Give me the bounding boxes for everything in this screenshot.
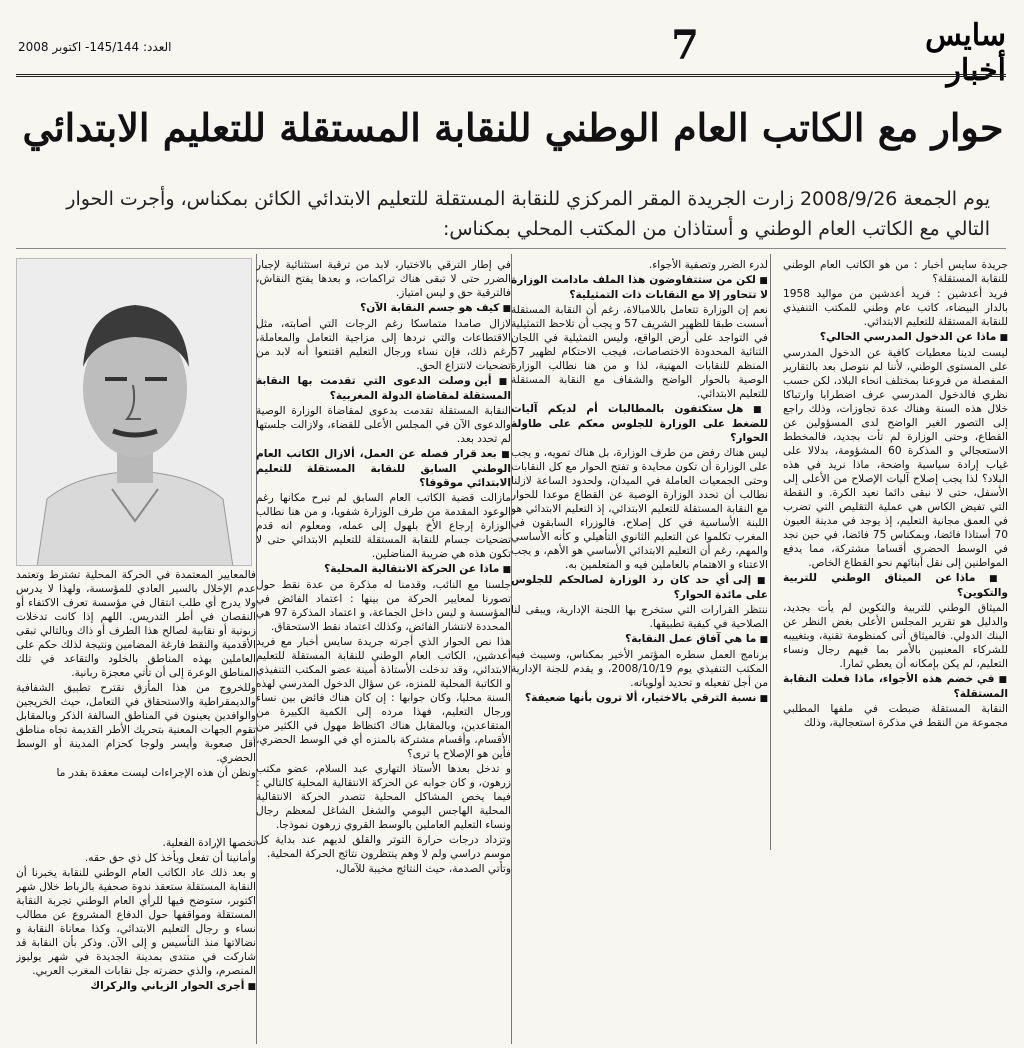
paragraph: و تدخل بعدها الأستاذ التهاري عبد السلام، عضو مكتب زرهون، و كان جوابه عن الحركة الانتقالية المحلية كالتالي : فيما يخص المشاكل المحلية تتصدر الحركة الانتقالية المحلية الهاجس اليومي والشغل الشاغل لمعظم رجال ونساء التعليم العاملين بالوسط القروي زرهون نموذجا. xyxy=(256,763,511,831)
paragraph: الميثاق الوطني للتربية والتكوين لم يأت بجديد، والدليل هو تقرير المجلس الأعلى بغض النظر عن البنك الدولي. فالميثاق أتى كمنظومة تقنية، وبتغييبه للشركاء المعنيين بالأمر بما فيهم رجال ونساء التعليم، لم يكن بإمكانه أن يعطي ثمارا. xyxy=(783,602,1008,670)
paragraph: ليس هناك رفض من طرف الوزارة، بل هناك تمويه، و يجب على الوزارة أن تكون محايدة و تفتح الحوار مع كل النقابات وحتى الجمعيات العاملة في الميدان، ولحدود الساعة لازلنا نطالب أن تحدد الوزارة الوصية عن القطاع موعدا للحوار مع النقابة المستقلة للتعليم الابتدائي، إذ التعليم الابتدائي هو اللبنة الأساسية في كل إصلاح، فالوزراء السابقون في المغرب تكلموا عن التعليم الثانوي التأهيلي و كأنه الأساسي والمهم، رغم أن التعليم الابتدائي الأساسي هو الأهم، و يجب الاعتناء و الاهتمام بالعاملين فيه و المتعلمين به. xyxy=(511,447,768,571)
top-rule xyxy=(16,74,1006,77)
question: ■ ماذا عن الحركة الانتقالية المحلية؟ xyxy=(256,562,511,577)
paragraph: وتأتي الصدمة، حيث النتائج مخيبة للآمال، xyxy=(335,863,511,875)
paragraph: لدرء الضرر وتصفية الأجواء. xyxy=(648,259,768,271)
paragraph: ونظن أن هذه الإجراءات ليست معقدة بقدر ما xyxy=(56,767,256,779)
intro-separator xyxy=(16,248,1006,249)
paragraph: فريد أعدشين : فريد أعدشين من مواليد 1958 بالدار البيضاء، كاتب عام وطني للمكتب التنفيذي للنقابة المستقلة للتعليم الابتدائي. xyxy=(783,288,1008,328)
question: ■ بعد قرار فصله عن العمل، ألازال الكاتب العام الوطني السابق للنقابة المستقلة للتعليم الابتدائي موقوفا؟ xyxy=(256,447,511,490)
question: ■ كيف هو جسم النقابة الآن؟ xyxy=(256,301,511,316)
headline: حوار مع الكاتب العام الوطني للنقابة المستقلة للتعليم الابتدائي xyxy=(22,105,1004,150)
question: ■ نسبة الترقي بالاختيار، ألا ترون بأنها ضعيفة؟ xyxy=(511,691,768,706)
paragraph: وللخروج من هذا المأزق نقترح تطبيق الشفافية والديمقراطية والاستحقاق في التعامل، حيث الخريجين والوافدين يعينون في المناطق السالفة الذكر وبالمقابل تقوم الجهات المعنية بتحريك الأطر القديمة تجاه مناطق أقل صعوبة وأيسر ولوجا كحزام المدينة أو الوسط الحضري. xyxy=(16,682,256,764)
paragraph: فالمعايير المعتمدة في الحركة المحلية تشترط وتعتمد عدم الإخلال بالسير العادي للمؤسسة، ولهذا لا يدرس ولا يدرج أي طلب انتقال في مؤسسة تعرف الاكتفاء أو النقصان في أطر التدريس. اللهم إذا كانت تدخلات زبونية أو نقابية لصالح هذا الطرف أو ذاك وبالتالي تبقى الأقدمية والنقط فارغة المضامين ونتيجة لذلك حكم على العاملين بهذه المناطق بالخلود والتقاعد في تلك المناطق الوعرة إلى أن تأتي معجزة ربانية. xyxy=(16,569,256,679)
question: ■ أين وصلت الدعوى التي تقدمت بها النقابة المستقلة لمقاضاة الدولة المغربية؟ xyxy=(256,374,511,403)
paragraph: جلسنا مع النائب، وقدمنا له مذكرة من عدة نقط حول تصورنا لمعايير الحركة من بينها : اعتماد الفائض في المؤسسة و ليس داخل الجماعة، و اعتماد المذكرة 97 هي المحددة لانتشار الفائض، وكذلك اعتماد نقط الاستحقاق. xyxy=(256,579,511,633)
paragraph: نعم إن الوزارة تتعامل باللامبالاة، رغم أن النقابة المستقلة أسست طبقا للظهير الشريف 57 و يجب أن تلاحظ التمثيلية في التواجد على أرض الواقع، وليس التمثيلية في اللجان الثنائية المحدودة الاختصاصات، فيجب الاحتكام لظهير 57 المنظم للنقابات المهنية، لذا و من هنا نطالب الوزارة الوصية بالحوار الواضح والشفاف مع النقابة المستقلة للتعليم الابتدائي. xyxy=(511,304,768,400)
article-column-2 xyxy=(511,258,768,958)
question: ■ هل ستكتفون بالمطالبات أم لديكم آليات للضغط على الوزارة للجلوس معكم على طاولة الحوار؟ xyxy=(511,402,768,445)
intro-paragraph: يوم الجمعة 2008/9/26 زارت الجريدة المقر المركزي للنقابة المستقلة للتعليم الابتدائي الكائن بمكناس، وأجرت الحوار التالي مع الكاتب العام الوطني و أستاذان من المكتب المحلي بمكناس: xyxy=(66,188,990,240)
paragraph: ليست لدينا معطيات كافية عن الدخول المدرسي على المستوى الوطني، لأننا لم نتوصل بعد بالتقارير المفصلة من فروعنا بمختلف انحاء البلاد، لكن حسب نظري فالدخول المدرسي عرف اضطرابا وارتباكا خلال هذه السنة وهناك عدة تجاوزات، وذلك راجع إلى التصور الغير الواضح لدى المسؤولين عن القطاع، وحتى الوزارة لم تأت بجديد، فالمخطط الاستعجالي و المذكرة 60 المشؤومة، بدلالا على غياب إرادة سياسية واضحة، ماذا نريد في هذه البلاد؟ لذا يجب إصلاح آليات الإصلاح من الأعلى إلى الأسفل، حتى لا نبقى دائما نعيد الكرة. و النقطة التي تفيض الكاس هي عملية التقليص التي تضرب في العمق مجانية التعليم، إذ يوجد في مدينة العيون 70 أستاذا فائضا، وبمكناس 75 فائضا، في حين نجد في الوسط الحضري أقساما مشتركة، مما يدفع المواطنين إلى نقل أبنائهم نحو القطاع الخاص. xyxy=(783,347,1008,569)
column-rule xyxy=(770,254,771,850)
article-column-1 xyxy=(783,258,1008,846)
paragraph: وأمانينا أن تفعل ويأخذ كل ذي حق حقه. xyxy=(84,852,256,864)
article-column-5 xyxy=(16,836,256,1042)
paragraph: مازالت قضية الكاتب العام السابق لم تبرح مكانها رغم الوعود المقدمة من طرف الوزارة شفويا، و من هنا نطالب الوزارة إرجاع الأخ بلهول إلى عمله، ومعلوم انه قدم تضحيات جسام للنقابة المستقلة للتعليم الابتدائي حتى لا تكون هذه هي ضريبة المناضلين. xyxy=(256,492,511,560)
paragraph: تخصها الإرادة الفعلية. xyxy=(162,837,256,849)
question: ■ ما هي آفاق عمل النقابة؟ xyxy=(511,632,768,647)
question: ■ في خضم هذه الأجواء، ماذا فعلت النقابة المستقلة؟ xyxy=(783,672,1008,701)
paragraph: ننتظر القرارات التي ستخرج بها اللجنة الإدارية، ويبقى لنا الصلاحية في كيفية تطبيقها. xyxy=(511,604,768,630)
paragraph: جريدة سايس أخبار : من هو الكاتب العام الوطني للنقابة المستقلة؟ xyxy=(783,259,1008,285)
question: ■ ماذا عن الدخول المدرسي الحالي؟ xyxy=(783,330,1008,345)
paragraph: لازال صامدا متماسكا رغم الرجات التي أصابته، مثل الاقتطاعات والتي نردها إلى مزاجية التعامل والمعاملة، رغم ذلك، فإن نساء ورجال التعليم اقتنعوا أنه لابد من تضحيات لانتزاع الحق. xyxy=(256,318,511,372)
paragraph: النقابة المستقلة ضبطت في ملفها المطلبي مجموعة من النقط في مذكرة استعجالية، وذلك xyxy=(783,703,1008,729)
issue-line: العدد: 145/144- اكتوبر 2008 xyxy=(18,40,172,54)
portrait-image xyxy=(17,259,252,566)
masthead: سايس أخبار xyxy=(925,18,1006,88)
article-column-4 xyxy=(16,568,256,830)
paragraph: هذا نص الحوار الذي أجرته جريدة سايس أخبار مع فريد أعدشين، الكاتب العام الوطني للنقابة المستقلة للتعليم الابتدائي، وقد تدخلت الأستاذة أمينة عضو المكتب التنفيذي و الكاتبة المحلية للمنزه، عن سؤال الدخول المدرسي لهذه السنة محليا، وكان جوابها : إن كان هناك فائض بين نساء ورجال التعليم، فهذا مرده إلى الكمية الكبيرة من المتقاعدين، وبالمقابل هناك اكتظاظ مهول في الكثير من الأقسام، وأقسام مشتركة بالمنزه أي في الوسط الحضري، فأين هو الإصلاح يا ترى؟ xyxy=(256,636,511,760)
paragraph: و بعد ذلك عاد الكاتب العام الوطني للنقابة يخبرنا أن النقابة المستقلة ستعقد ندوة صحفية بالرباط خلال شهر اكتوبر، ستوضح فيها للرأي العام الوطني تجربة النقابة المستقلة ومواقفها حول الدفاع المشروع عن مطالب نساء و رجال التعليم الابتدائي، وكذا معاناة النقابة و نضالاتها منذ التأسيس و إلى الآن. وذكر بأن النقابة قد شاركت في منتدى بمدينة الجديدة في شهر يوليوز المنصرم، والذي حضرته جل نقابات المغرب العربي. xyxy=(16,867,256,977)
question: ■ أجرى الحوار الزياني والركراك xyxy=(16,979,256,994)
question: ■ إلى أي حد كان رد الوزارة لصالحكم للجلوس على مائدة الحوار؟ xyxy=(511,573,768,602)
portrait-photo xyxy=(16,258,252,566)
page-number: 7 xyxy=(671,22,699,69)
question: ■ ماذا عن الميثاق الوطني للتربية والتكوين؟ xyxy=(783,571,1008,600)
question: ■ لكن من ستتفاوضون هذا الملف مادامت الوزارة لا تتحاور إلا مع النقابات ذات التمثيلية؟ xyxy=(511,273,768,302)
paragraph: النقابة المستقلة تقدمت بدعوى لمقاضاة الوزارة الوصية والدعوى الآن في المجلس الأعلى للقضاء، ولازالت جلستها لم تحدد بعد. xyxy=(256,405,511,445)
article-column-3 xyxy=(256,258,511,1048)
paragraph: برنامج العمل سطره المؤتمر الأخير بمكناس، وسيبث فيه المكتب التنفيذي يوم 2008/10/19، و يقدم للجنة الإدارية من أجل تفعيله و تحديد أولوياته. xyxy=(511,649,768,689)
paragraph: وتزداد درجات حرارة التوتر والقلق لديهم عند بداية كل موسم دراسي ولم لا وهم ينتظرون نتائج الحركة المحلية. xyxy=(256,834,511,860)
paragraph: في إطار الترقي بالاختيار، لابد من ترقية استثنائية لإجبار الضرر حتى لا تبقى هناك تراكمات، و بعدها يفتح النقاش، فالترقية حق و ليس امتياز. xyxy=(256,259,511,299)
